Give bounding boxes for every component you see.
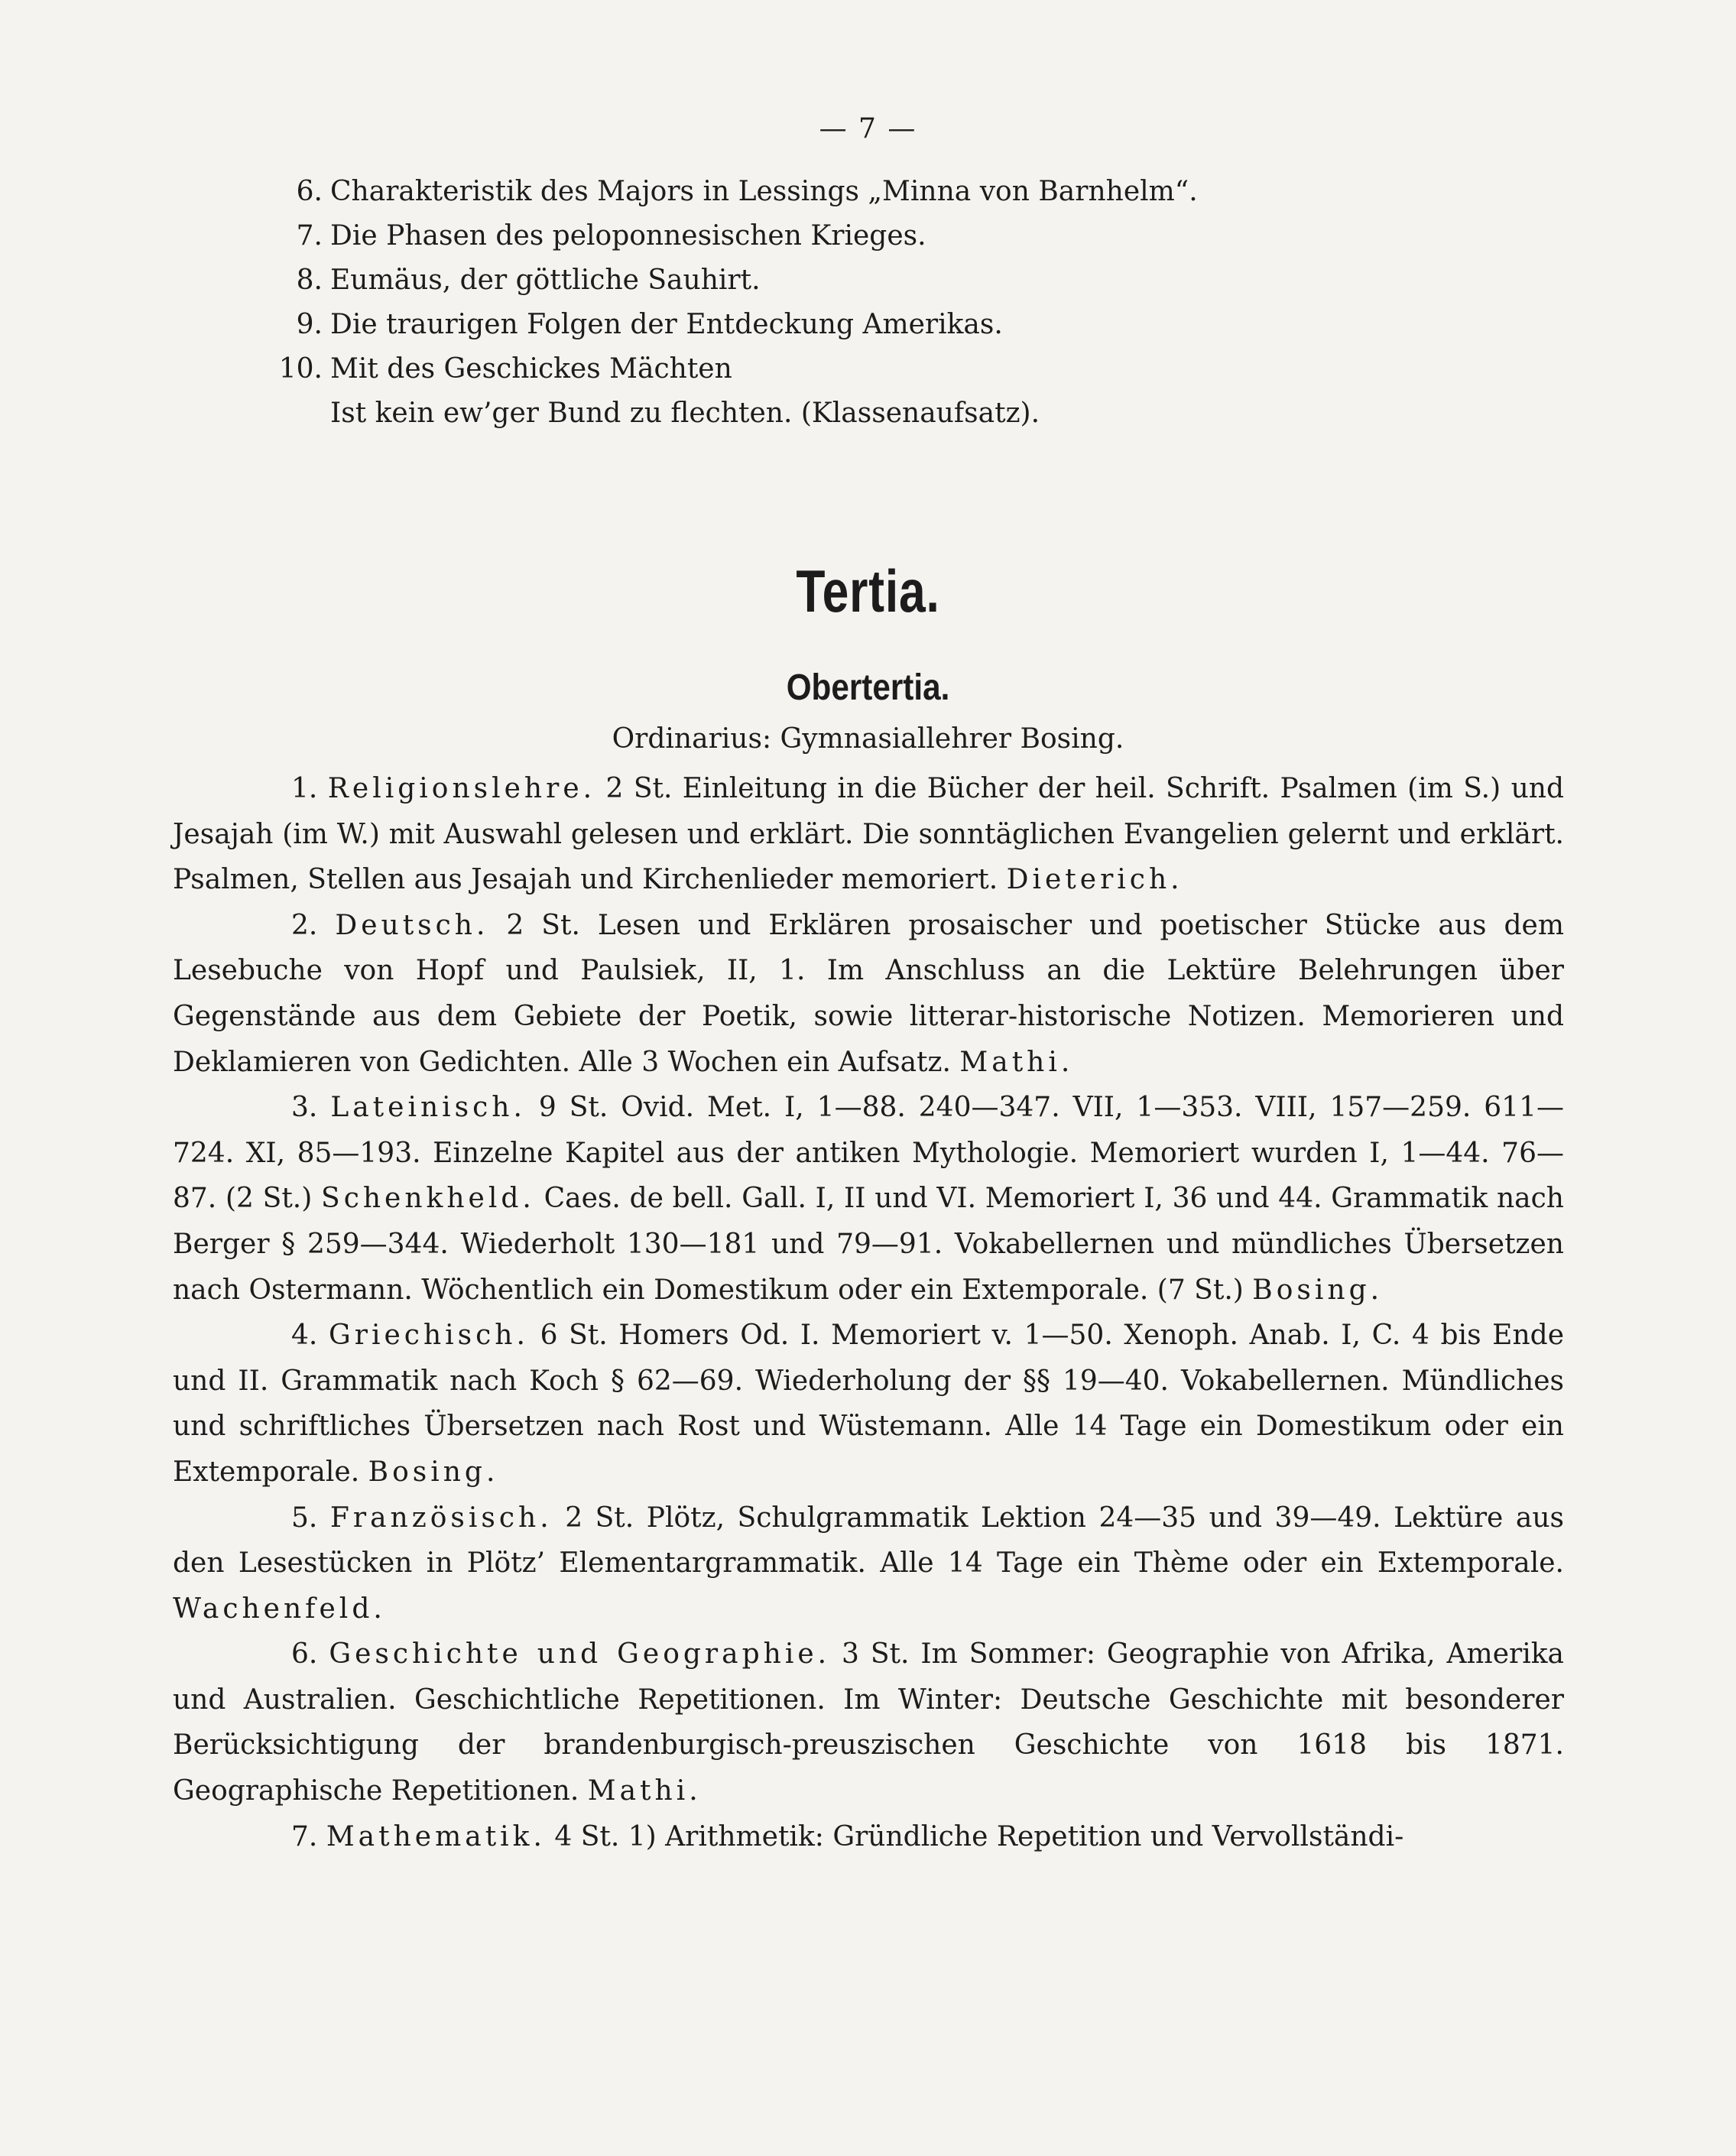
list-item: 6. Charakteristik des Majors in Lessings „Minna von Barnhelm“. [296,176,1198,207]
subject-paragraph: 5. Französisch. 2 St. Plötz, Schulgrammatik Lektion 24—35 und 39—49. Lektüre aus den Lesestücken in Plötz’ Elementargrammatik. Alle 14 Tage ein Thème oder ein Extemporale. Wachenfeld. [173,1502,1565,1625]
teacher-name: Mathi. [587,1775,702,1807]
subject-paragraph: 3. Lateinisch. 9 St. Ovid. Met. I, 1—88. 240—347. VII, 1—353. VIII, 157—259. 611—724. XI, 85—193. Einzelne Kapitel aus der antiken Mythologie. Memoriert wurden I, 1—44. 76—87. (2 St.) Schenkheld. Caes. de bell. Gall. I, II und VI. Memoriert I, 36 und 44. Grammatik nach Berger § 259—344. Wiederholt 130—181 und 79—91. Vokabellernen und mündliches Übersetzen nach Ostermann. Wöchentlich ein Domestikum oder ein Extemporale. (7 St.) Bosing. [173,1092,1564,1306]
subject-title: Religionslehre. [327,773,596,804]
subject-title: Mathematik. [326,1820,546,1852]
list-item: 7. Die Phasen des peloponnesischen Krieges. [296,220,926,252]
section-heading: Tertia. [796,557,940,625]
page-number: — 7 — [819,113,917,144]
teacher-name: Dieterich. [1006,864,1183,896]
subject-title: Griechisch. [329,1320,529,1352]
teacher-name: Mathi. [959,1046,1074,1078]
teacher-name: Bosing. [1252,1274,1384,1306]
essay-topic-list [275,170,1575,436]
curriculum-body [173,766,1564,1859]
list-item: 9. Die traurigen Folgen der Entdeckung Amerikas. [296,309,1003,340]
list-item: 8. Eumäus, der göttliche Sauhirt. [296,265,761,296]
subject-title: Deutsch. [335,909,489,941]
subsection-heading: Obertertia. [786,667,950,708]
subject-paragraph: 7. Mathematik. 4 St. 1) Arithmetik: Gründliche Repetition und Vervollständi- [291,1820,1404,1852]
teacher-name: Bosing. [368,1456,499,1488]
list-item-continuation: Ist kein ew’ger Bund zu flechten. (Klassenaufsatz). [330,398,1040,429]
subject-paragraph: 4. Griechisch. 6 St. Homers Od. I. Memoriert v. 1—50. Xenoph. Anab. I, C. 4 bis Ende und II. Grammatik nach Koch § 62—69. Wiederholung der §§ 19—40. Vokabellernen. Mündliches und schriftliches Übersetzen nach Rost und Wüstemann. Alle 14 Tage ein Domestikum oder ein Extemporale. Bosing. [173,1320,1564,1488]
subject-paragraph: 6. Geschichte und Geographie. 3 St. Im Sommer: Geographie von Afrika, Amerika und Australien. Geschichtliche Repetitionen. Im Winter: Deutsche Geschichte mit besonderer Berücksichtigung der brandenburgisch-preuszischen Geschichte von 1618 bis 1871. Geographische Repetitionen. Mathi. [173,1638,1564,1807]
subject-paragraph: 2. Deutsch. 2 St. Lesen und Erklären prosaischer und poetischer Stücke aus dem Lesebuche von Hopf und Paulsiek, II, 1. Im Anschluss an die Lektüre Belehrungen über Gegenstände aus dem Gebiete der Poetik, sowie litterar-historische Notizen. Memorieren und Deklamieren von Gedichten. Alle 3 Wochen ein Aufsatz. Mathi. [173,909,1564,1078]
teacher-name: Schenkheld. [321,1183,535,1215]
list-item: 10. Mit des Geschickes Mächten [278,353,732,385]
teacher-name: Wachenfeld. [173,1593,386,1625]
subject-title: Geschichte und Geographie. [329,1638,831,1671]
ordinarius-line: Ordinarius: Gymnasiallehrer Bosing. [612,723,1124,755]
subject-title: Französisch. [329,1502,553,1534]
subject-title: Lateinisch. [330,1092,526,1124]
subject-paragraph: 1. Religionslehre. 2 St. Einleitung in die Bücher der heil. Schrift. Psalmen (im S.) und Jesajah (im W.) mit Auswahl gelesen und erklärt. Die sonntäglichen Evangelien gelernt und erklärt. Psalmen, Stellen aus Jesajah und Kirchenlieder memoriert. Dieterich. [173,773,1564,896]
